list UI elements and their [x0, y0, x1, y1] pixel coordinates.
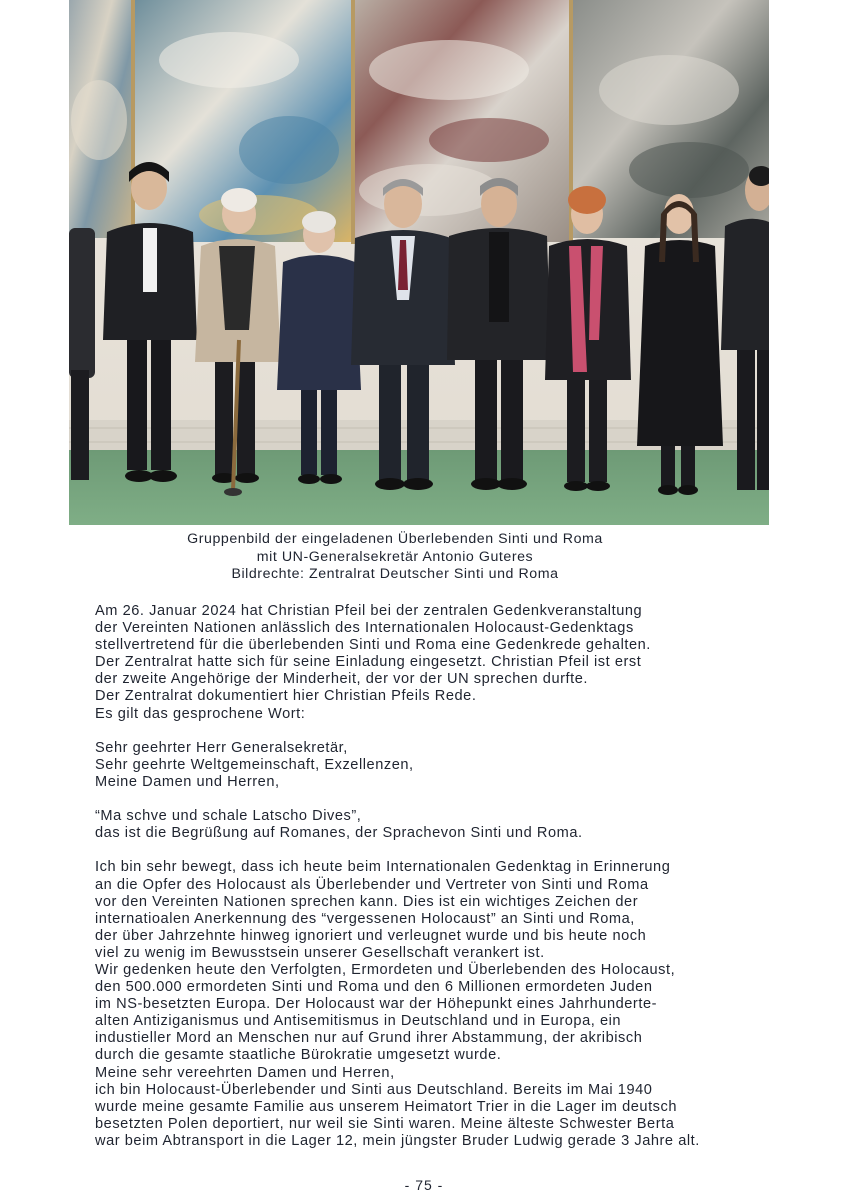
text-line: der zweite Angehörige der Minderheit, der vor der UN sprechen durfte.	[95, 671, 589, 688]
blank-line	[95, 842, 785, 859]
caption-line: mit UN-Generalsekretär Antonio Guteres	[256, 548, 534, 565]
salutation-paragraph	[95, 740, 785, 791]
intro-paragraph	[95, 603, 785, 723]
text-line: viel zu wenig im Bewusstsein unserer Gesellschaft verankert ist.	[95, 944, 545, 961]
text-line: wurde meine gesamte Familie aus unserem Heimatort Trier in die Lager im deutsch	[95, 1098, 678, 1115]
caption-line: Bildrechte: Zentralrat Deutscher Sinti und Roma	[231, 566, 559, 582]
text-line: “Ma schve und schale Latscho Dives”,	[95, 808, 362, 825]
text-line: Meine sehr vereehrten Damen und Herren,	[95, 1064, 395, 1081]
text-line: durch die gesamte staatliche Bürokratie umgesetzt wurde.	[95, 1047, 502, 1064]
text-line: im NS-besetzten Europa. Der Holocaust war der Höhepunkt eines Jahrhunderte-	[95, 996, 658, 1013]
greeting-paragraph	[95, 808, 785, 842]
text-line: besetzten Polen deportiert, nur weil sie Sinti waren. Meine älteste Schwester Berta	[95, 1115, 675, 1132]
text-line: Am 26. Januar 2024 hat Christian Pfeil bei der zentralen Gedenkveranstaltung	[95, 603, 643, 619]
caption-line: Gruppenbild der eingeladenen Überlebenden Sinti und Roma	[187, 531, 603, 547]
text-line: Der Zentralrat dokumentiert hier Christian Pfeils Rede.	[95, 688, 477, 705]
text-line: der Vereinten Nationen anlässlich des Internationalen Holocaust-Gedenktags	[95, 620, 634, 637]
text-line: war beim Abtransport in die Lager 12, mein jüngster Bruder Ludwig gerade 3 Jahre alt.	[95, 1132, 700, 1149]
text-line: Der Zentralrat hatte sich für seine Einladung eingesetzt. Christian Pfeil ist erst	[95, 654, 642, 671]
text-line: industieller Mord an Menschen nur auf Grund ihrer Abstammung, der akribisch	[95, 1030, 643, 1047]
speech-paragraph	[95, 859, 785, 1150]
text-line: alten Antiziganismus und Antisemitismus in Deutschland und in Europa, ein	[95, 1013, 622, 1030]
text-line: Sehr geehrter Herr Generalsekretär,	[95, 739, 348, 756]
text-line: vor den Vereinten Nationen sprechen kann. Dies ist ein wichtiges Zeichen der	[95, 893, 639, 910]
text-line: Es gilt das gesprochene Wort:	[95, 705, 306, 722]
text-line: der über Jahrzehnte hinweg ignoriert und verleugnet wurde und bis heute noch	[95, 927, 647, 944]
text-line: an die Opfer des Holocaust als Überlebender und Vertreter von Sinti und Roma	[95, 876, 649, 893]
text-line: Ich bin sehr bewegt, dass ich heute beim Internationalen Gedenktag in Erinnerung	[95, 859, 671, 876]
text-line: Wir gedenken heute den Verfolgten, Ermordeten und Überlebenden des Holocaust,	[95, 961, 676, 978]
text-line: ich bin Holocaust-Überlebender und Sinti aus Deutschland. Bereits im Mai 1940	[95, 1081, 653, 1098]
blank-line	[95, 723, 785, 740]
text-line: internatioalen Anerkennung des “vergessenen Holocaust” an Sinti und Roma,	[95, 910, 635, 927]
blank-line	[95, 791, 785, 808]
photo-caption	[100, 531, 690, 584]
speech-document	[95, 603, 785, 1150]
group-photo	[69, 0, 769, 525]
text-line: den 500.000 ermordeten Sinti und Roma und den 6 Millionen ermordeten Juden	[95, 979, 653, 996]
text-line: stellvertretend für die überlebenden Sinti und Roma eine Gedenkrede gehalten.	[95, 637, 651, 654]
text-line: Meine Damen und Herren,	[95, 773, 280, 790]
text-line: das ist die Begrüßung auf Romanes, der Sprachevon Sinti und Roma.	[95, 825, 583, 842]
group-photo-illustration	[69, 0, 769, 525]
text-line: Sehr geehrte Weltgemeinschaft, Exzellenzen,	[95, 756, 414, 773]
page-number: - 75 -	[404, 1177, 444, 1193]
